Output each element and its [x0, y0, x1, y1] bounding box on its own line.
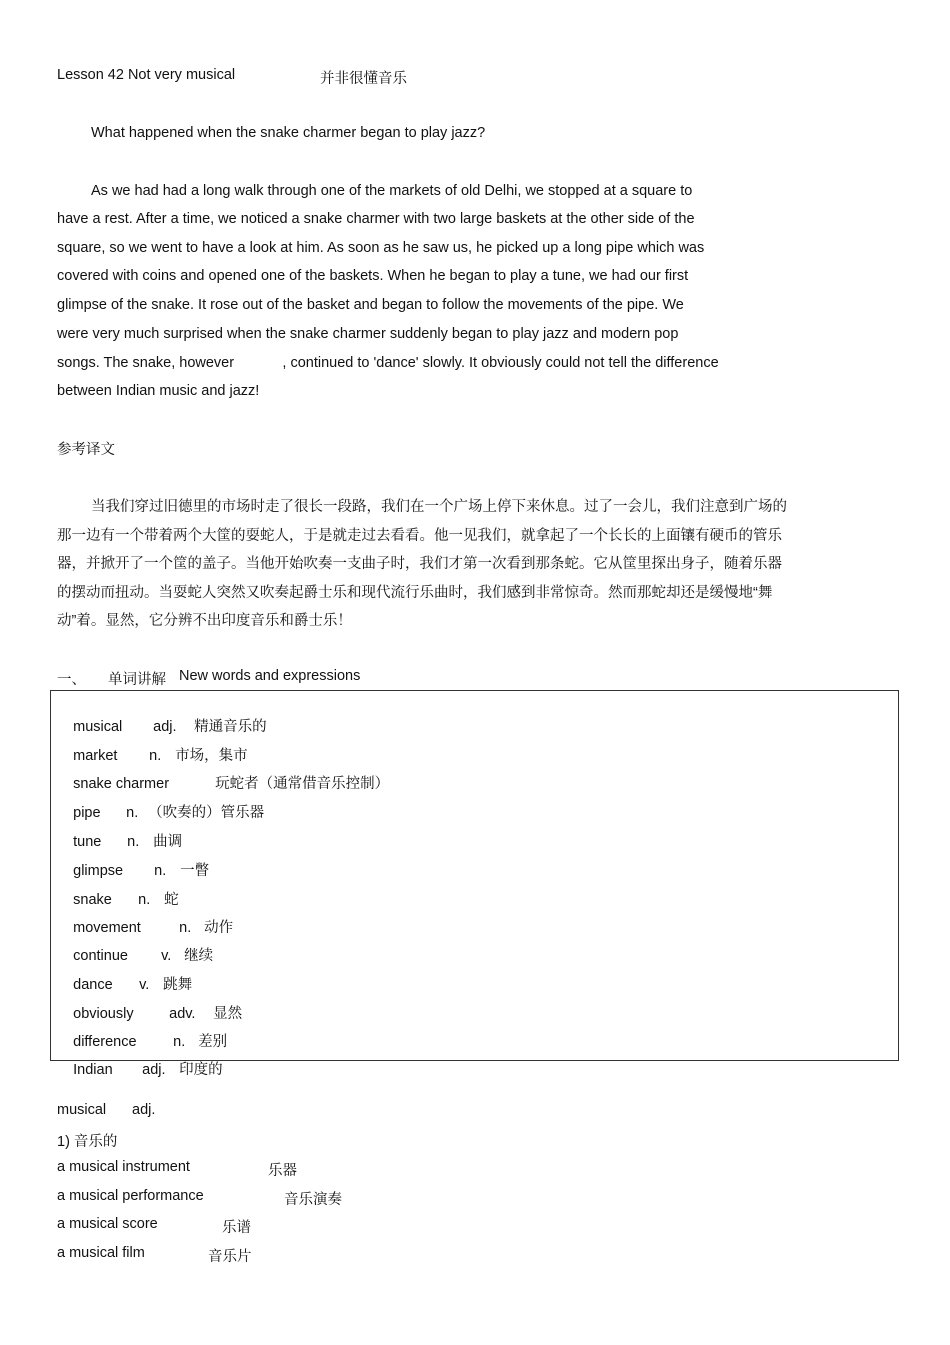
vocab-meaning: 市场，集市	[175, 748, 248, 764]
vocab-pos: adj.	[142, 1062, 166, 1078]
passage-line: were very much surprised when the snake charmer suddenly began to play jazz and modern pop	[57, 326, 679, 342]
vocab-pos: n.	[179, 920, 192, 936]
vocab-pos: adj.	[153, 719, 177, 735]
passage-line: songs. The snake, however , continued to 'dance' slowly. It obviously could not tell the difference	[57, 355, 719, 371]
vocab-pos: v.	[161, 948, 172, 964]
translation-line: 的摆动而扭动。当耍蛇人突然又吹奏起爵士乐和现代流行乐曲时，我们感到非常惊奇。然而那蛇却还是缓慢地“舞	[57, 585, 773, 601]
lesson-title: Lesson 42 Not very musical	[57, 67, 236, 83]
vocab-meaning: 跳舞	[163, 977, 193, 993]
translation-line: 器，并掀开了一个筐的盖子。当他开始吹奏一支曲子时，我们才第一次看到那条蛇。它从筐里探出身子，随着乐器	[57, 556, 782, 572]
vocab-word: obviously	[73, 1006, 134, 1022]
vocab-word: tune	[73, 834, 102, 850]
vocab-meaning: 玩蛇者（通常借音乐控制）	[215, 776, 390, 792]
example-chinese: 音乐演奏	[284, 1192, 342, 1208]
detail-pos: adj.	[132, 1102, 156, 1118]
example-chinese: 音乐片	[208, 1249, 252, 1265]
vocab-pos: n.	[173, 1034, 186, 1050]
vocab-pos: v.	[139, 977, 150, 993]
example-english: a musical performance	[57, 1188, 204, 1204]
vocab-word: Indian	[73, 1062, 113, 1078]
comprehension-question: What happened when the snake charmer began to play jazz?	[91, 125, 486, 141]
vocab-word: snake	[73, 892, 112, 908]
vocab-word: continue	[73, 948, 128, 964]
vocab-pos: n.	[126, 805, 139, 821]
translation-heading: 参考译文	[57, 442, 115, 458]
detail-sense: 1) 音乐的	[57, 1134, 118, 1150]
vocab-word: pipe	[73, 805, 101, 821]
vocab-meaning: 曲调	[153, 834, 183, 850]
vocab-meaning: 蛇	[164, 892, 179, 908]
vocab-word: musical	[73, 719, 123, 735]
example-english: a musical film	[57, 1245, 145, 1261]
vocab-meaning: 动作	[204, 920, 234, 936]
translation-line: 动”着。显然，它分辨不出印度音乐和爵士乐！	[57, 613, 352, 629]
vocab-word: difference	[73, 1034, 137, 1050]
translation-line: 那一边有一个带着两个大筐的耍蛇人，于是就走过去看看。他一见我们，就拿起了一个长长的上面镶有硬币的管乐	[57, 528, 782, 544]
vocab-pos: n.	[138, 892, 151, 908]
vocab-pos: n.	[154, 863, 167, 879]
detail-word: musical	[57, 1102, 107, 1118]
vocab-meaning: 印度的	[179, 1062, 223, 1078]
vocab-pos: adv.	[169, 1006, 196, 1022]
passage-line: covered with coins and opened one of the baskets. When he began to play a tune, we had our first	[57, 268, 689, 284]
example-chinese: 乐器	[268, 1163, 297, 1179]
example-english: a musical instrument	[57, 1159, 190, 1175]
vocab-meaning: （吹奏的）管乐器	[148, 805, 265, 821]
vocab-pos: n.	[127, 834, 140, 850]
passage-line: glimpse of the snake. It rose out of the basket and began to follow the movements of the pipe. We	[57, 297, 684, 313]
passage-line: square, so we went to have a look at him. As soon as he saw us, he picked up a long pipe which was	[57, 240, 705, 256]
section-number: 一、	[57, 672, 86, 688]
vocab-meaning: 一瞥	[180, 863, 210, 879]
vocab-word: snake charmer	[73, 776, 170, 792]
translation-line: 当我们穿过旧德里的市场时走了很长一段路，我们在一个广场上停下来休息。过了一会儿，我们注意到广场的	[91, 499, 787, 515]
vocab-word: glimpse	[73, 863, 124, 879]
vocab-word: dance	[73, 977, 113, 993]
passage-line: As we had had a long walk through one of the markets of old Delhi, we stopped at a square to	[91, 183, 693, 199]
vocabulary-table	[50, 690, 899, 1078]
vocab-word: market	[73, 748, 118, 764]
passage-line: between Indian music and jazz!	[57, 383, 260, 399]
vocab-meaning: 差别	[198, 1034, 228, 1050]
example-english: a musical score	[57, 1216, 158, 1232]
vocab-pos: n.	[149, 748, 162, 764]
section-title-english: New words and expressions	[179, 668, 361, 684]
example-chinese: 乐谱	[222, 1220, 251, 1236]
vocab-meaning: 继续	[184, 948, 214, 964]
vocab-row	[57, 1042, 223, 1095]
lesson-title-chinese: 并非很懂音乐	[320, 71, 407, 87]
vocab-meaning: 显然	[213, 1006, 243, 1022]
section-title-chinese: 单词讲解	[108, 672, 166, 688]
vocab-meaning: 精通音乐的	[194, 719, 267, 735]
passage-line: have a rest. After a time, we noticed a snake charmer with two large baskets at the other side of the	[57, 211, 695, 227]
vocab-word: movement	[73, 920, 141, 936]
